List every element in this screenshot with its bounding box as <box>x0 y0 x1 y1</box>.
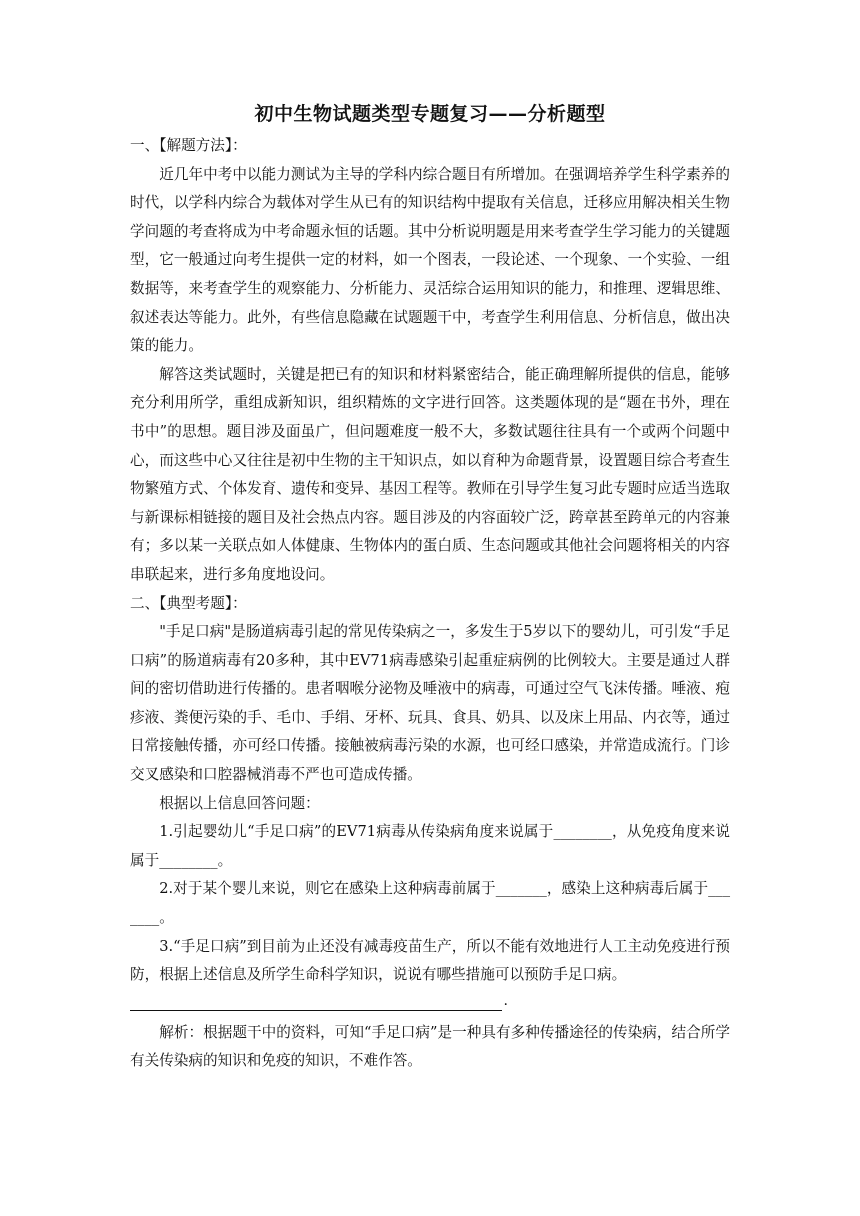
analysis-paragraph: 解析：根据题干中的资料，可知“手足口病”是一种具有多种传播途径的传染病，结合所学有关传染病的知识和免疫的知识，不难作答。 <box>130 1023 730 1070</box>
section-heading-method: 一、【解题方法】： <box>130 137 247 154</box>
answer-blank-line <box>130 990 508 1011</box>
question-3: 3.“手足口病”到目前为止还没有减毒疫苗生产，所以不能有效地进行人工主动免疫进行预防，根据上述信息及所学生命科学知识，说说有哪些措施可以预防手足口病。 <box>130 937 730 984</box>
section-heading-typical-question: 二、【典型考题】： <box>130 594 247 612</box>
answer-line-end: . <box>503 993 508 1010</box>
document-title: 初中生物试题类型专题复习——分析题型 <box>254 103 606 125</box>
method-paragraph-1: 近几年中考中以能力测试为主导的学科内综合题目有所增加。在强调培养学生科学素养的时代，以学科内综合为载体对学生从已有的知识结构中提取有关信息，迁移应用解决相关生物学问题的考查将成为中考命题永恒的话题。其中分析说明题是用来考查学生学习能力的关键题型，它一般通过向考生提供一定的材料，如一个图表，一段论述、一个现象、一个实验、一组数据等，来考查学生的观察能力、分析能力、灵活综合运用知识的能力，和推理、逻辑思维、叙述表达等能力。此外，有些信息隐藏在试题题干中，考查学生利用信息、分析信息，做出决策的能力。 <box>130 165 730 355</box>
method-paragraph-2: 解答这类试题时，关键是把已有的知识和材料紧密结合，能正确理解所提供的信息，能够充分利用所学，重组成新知识，组织精炼的文字进行回答。这类题体现的是“题在书外，理在书中”的思想。题目涉及面虽广，但问题难度一般不大，多数试题往往具有一个或两个问题中心，而这些中心又往往是初中生物的主干知识点，如以育种为命题背景，设置题目综合考查生物繁殖方式、个体发育、遗传和变异、基因工程等。教师在引导学生复习此专题时应适当选取与新课标相链接的题目及社会热点内容。题目涉及的内容面较广泛，跨章甚至跨单元的内容兼有；多以某一关联点如人体健康、生物体内的蛋白质、生态问题或其他社会问题将相关的内容串联起来，进行多角度地设问。 <box>130 365 730 583</box>
question-1: 1.引起婴幼儿“手足口病”的EV71病毒从传染病角度来说属于________，从免疫角度来说属于________。 <box>130 823 730 869</box>
question-passage: "手足口病"是肠道病毒引起的常见传染病之一，多发生于5岁以下的婴幼儿，可引发“手足口病”的肠道病毒有20多种，其中EV71病毒感染引起重症病例的比例较大。主要是通过人群间的密切借助进行传播的。患者咽喉分泌物及唾液中的病毒，可通过空气飞沫传播。唾液、疱疹液、粪便污染的手、毛巾、手绢、牙杯、玩具、食具、奶具、以及床上用品、内衣等，通过日常接触传播，亦可经口传播。接触被病毒污染的水源，也可经口感染，并常造成流行。门诊交叉感染和口腔器械消毒不严也可造成传播。 <box>130 623 730 784</box>
question-2: 2.对于某个婴儿来说，则它在感染上这种病毒前属于_______，感染上这种病毒后属于_______。 <box>130 880 730 927</box>
question-prompt: 根据以上信息回答问题： <box>159 794 320 812</box>
